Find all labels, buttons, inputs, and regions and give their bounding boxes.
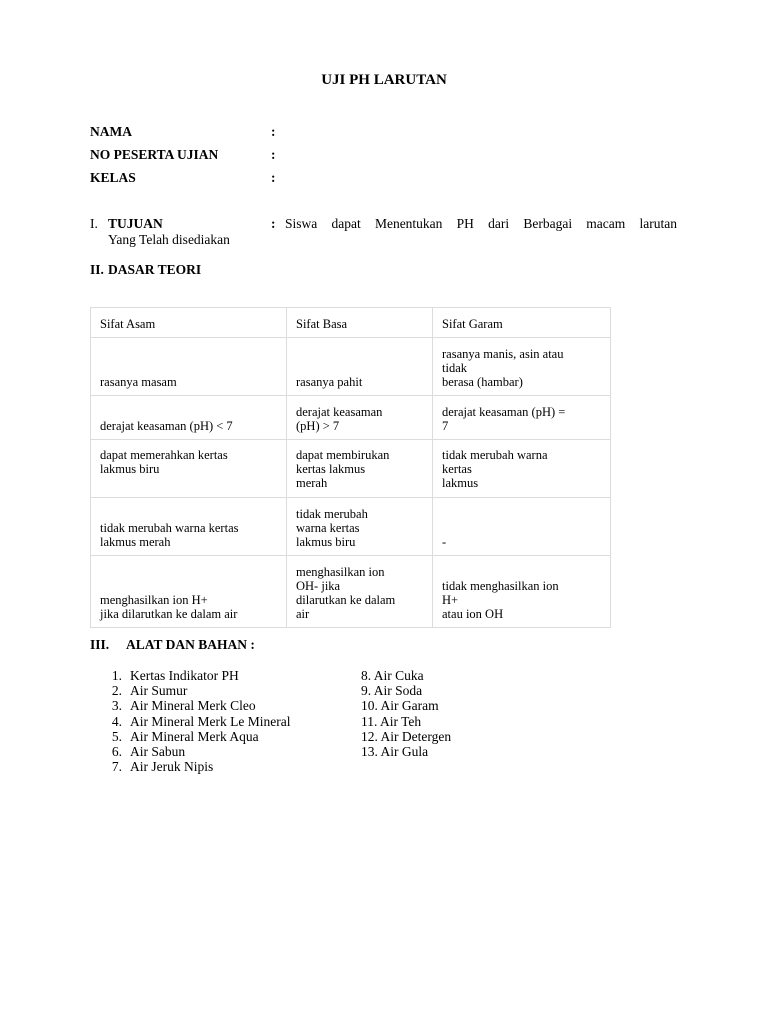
section-3-heading: ALAT DAN BAHAN : [126,637,255,652]
table-row [91,338,611,396]
list-item: 11. Air Teh [361,713,422,729]
table-cell: derajat keasaman (pH) = 7 [433,396,611,440]
list-item: 8. Air Cuka [361,668,424,683]
table-cell: derajat keasaman (pH) < 7 [91,396,287,440]
list-item: 10. Air Garam [361,698,439,714]
table-cell: tidak menghasilkan ion H+ atau ion OH [433,556,611,628]
no-peserta-label: NO PESERTA UJIAN [90,147,219,162]
table-row [91,556,611,628]
list-item: 13. Air Gula [361,743,429,759]
nama-colon: : [271,124,276,139]
header-sifat-asam: Sifat Asam [91,308,287,338]
table-cell: rasanya masam [91,338,287,396]
table-cell: tidak merubah warna kertas lakmus merah [91,498,287,556]
kelas-label: KELAS [90,170,136,185]
nama-label: NAMA [90,124,132,139]
table-cell: derajat keasaman (pH) > 7 [287,396,433,440]
list-item: 6. Air Sabun [111,743,186,759]
list-item: 12. Air Detergen [361,728,452,744]
document-title: UJI PH LARUTAN [321,72,447,88]
list-item: 5. Air Mineral Merk Aqua [111,728,259,744]
section-1-number: I. [90,216,98,231]
header-sifat-basa: Sifat Basa [287,308,433,338]
header-sifat-garam: Sifat Garam [433,308,611,338]
kelas-colon: : [271,170,276,185]
materials-list-right [361,668,451,759]
list-item: 4. Air Mineral Merk Le Mineral [111,713,291,729]
list-item: 3. Air Mineral Merk Cleo [111,698,256,714]
tujuan-text-line2: Yang Telah disediakan [108,232,230,247]
section-2-heading: DASAR TEORI [108,262,202,277]
table-header-row [91,308,611,338]
section-1-heading: TUJUAN [108,216,163,231]
table-row [91,498,611,556]
table-cell: tidak merubah warna kertas lakmus [433,440,611,498]
list-item: 9. Air Soda [361,683,423,699]
materials-list-left [100,668,290,774]
table-cell: rasanya manis, asin atau tidak berasa (hambar) [433,338,611,396]
list-item: 2. Air Sumur [111,683,188,699]
section-3-number: III. [90,637,110,652]
table-cell: menghasilkan ion OH- jika dilarutkan ke dalam air [287,556,433,628]
table-cell: - [433,498,611,556]
table-cell: dapat membirukan kertas lakmus merah [287,440,433,498]
table-cell: dapat memerahkan kertas lakmus biru [91,440,287,498]
table-row [91,396,611,440]
tujuan-text-line1: Siswa dapat Menentukan PH dari Berbagai macam larutan [285,216,677,231]
table-cell: tidak merubah warna kertas lakmus biru [287,498,433,556]
section-1-colon: : [271,216,276,231]
section-2-number: II. [90,262,104,277]
table-row [91,440,611,498]
dasar-teori-table [90,307,611,628]
table-cell: menghasilkan ion H+ jika dilarutkan ke dalam air [91,556,287,628]
list-item: 1. Kertas Indikator PH [111,668,239,683]
table-cell: rasanya pahit [287,338,433,396]
no-peserta-colon: : [271,147,276,162]
list-item: 7. Air Jeruk Nipis [111,759,214,775]
